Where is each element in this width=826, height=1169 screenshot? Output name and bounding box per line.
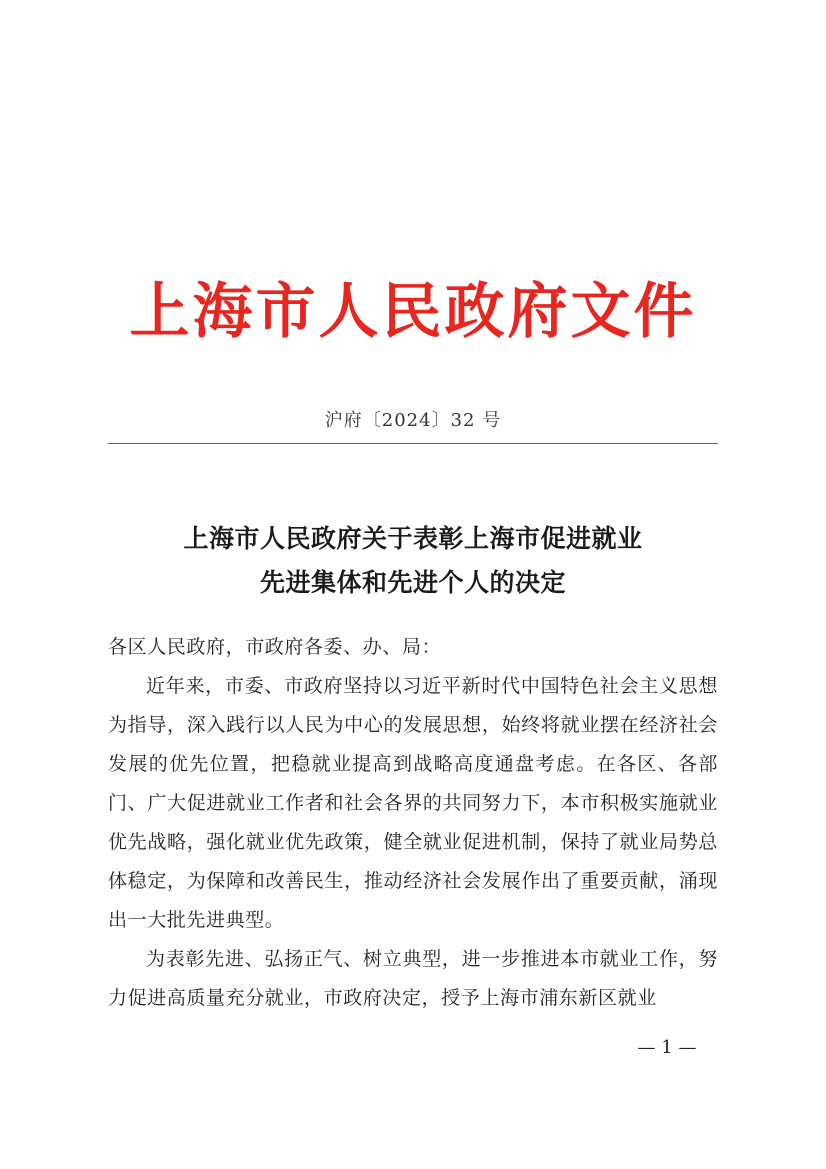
document-title: [108, 517, 718, 605]
title-line-1: 上海市人民政府关于表彰上海市促进就业: [183, 524, 643, 553]
red-separator-line: [108, 443, 718, 444]
page-number: — 1 —: [637, 1037, 697, 1058]
salutation: 各区人民政府，市政府各委、办、局：: [108, 636, 442, 658]
body-paragraph-1: 近年来，市委、市政府坚持以习近平新时代中国特色社会主义思想为指导，深入践行以人民为中心的发展思想，始终将就业摆在经济社会发展的优先位置，把稳就业提高到战略高度通盘考虑。在各区、各部门、广大促进就业工作者和社会各界的共同努力下，本市积极实施就业优先战略，强化就业优先政策，健全就业促进机制，保持了就业局势总体稳定，为保障和改善民生，推动经济社会发展作出了重要贡献，涌现出一大批先进典型。: [108, 675, 718, 931]
body-paragraph-2: 为表彰先进、弘扬正气、树立典型，进一步推进本市就业工作，努力促进高质量充分就业，市政府决定，授予上海市浦东新区就业: [108, 948, 718, 1009]
title-line-2: 先进集体和先进个人的决定: [259, 568, 566, 597]
document-number: 沪府〔2024〕32 号: [324, 410, 502, 431]
document-body: [108, 628, 718, 1018]
issuer-masthead: 上海市人民政府文件: [129, 277, 697, 347]
